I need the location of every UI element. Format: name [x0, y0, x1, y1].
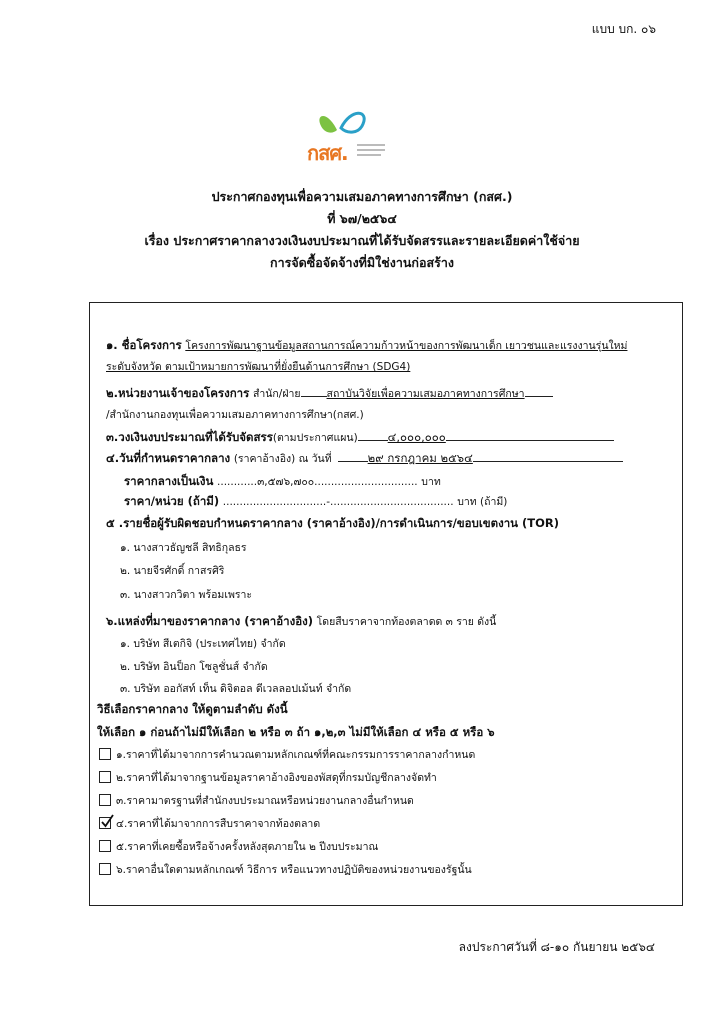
- option-checkbox[interactable]: [99, 863, 111, 875]
- option-label: ๑.ราคาที่ได้มาจากการคำนวณตามหลักเกณฑ์ที่คณะกรรมการราคากลางกำหนด: [116, 749, 476, 761]
- date-note: (ราคาอ้างอิง) ณ วันที่: [233, 453, 332, 465]
- price-baht: บาท: [421, 476, 441, 488]
- price-value: ............๓,๕๗๖,๗๐๐...............................: [217, 476, 418, 488]
- price-source-company: ๒. บริษัท อินป็อก โซลูชั่นส์ จำกัด: [120, 661, 268, 673]
- owner-row: [106, 385, 553, 403]
- budget-note: (ตามประกาศแผน): [272, 432, 358, 444]
- price-source-label: ๖.แหล่งที่มาของราคากลาง (ราคาอ้างอิง): [106, 614, 313, 628]
- unit-price-value: ...............................-.....................................: [222, 496, 454, 508]
- price-source-company: ๓. บริษัท ออกัสท์ เท็น ดิจิตอล ดีเวลลอปเม้นท์ จำกัด: [120, 683, 352, 695]
- option-checkbox[interactable]: [99, 817, 111, 829]
- price-source-note: โดยสืบราคาจากท้องตลาดด ๓ ราย ดังนี้: [316, 616, 497, 628]
- budget-amount: ๔,๐๐๐,๐๐๐: [387, 430, 446, 444]
- option-label: ๓.ราคามาตรฐานที่สำนักงบประมาณหรือหน่วยงานกลางอื่นกำหนด: [116, 795, 414, 807]
- method-rule: ให้เลือก ๑ ก่อนถ้าไม่มีให้เลือก ๒ หรือ ๓ ถ้า ๑,๒,๓ ไม่มีให้เลือก ๔ หรือ ๕ หรือ ๖: [97, 725, 495, 739]
- option-label: ๖.ราคาอื่นใดตามหลักเกณฑ์ วิธีการ หรือแนวทางปฏิบัติของหน่วยงานของรัฐนั้น: [116, 864, 472, 876]
- price-date: ๒๙ กรกฎาคม ๒๕๖๔: [367, 451, 473, 465]
- budget-label: ๓.วงเงินงบประมาณที่ได้รับจัดสรร: [106, 430, 273, 444]
- option-checkbox[interactable]: [99, 794, 111, 806]
- project-name-value: โครงการพัฒนาฐานข้อมูลสถานการณ์ความก้าวหน้าของการพัฒนาเด็ก เยาวชนและแรงงานรุ่นใหม่: [185, 340, 628, 352]
- eef-logo: [307, 104, 387, 164]
- announcement-header: [0, 186, 724, 274]
- method-option-2[interactable]: [99, 769, 437, 786]
- unit-price-row: [124, 493, 507, 511]
- owner-institute: สถาบันวิจัยเพื่อความเสมอภาคทางการศึกษา: [326, 388, 525, 400]
- method-option-3[interactable]: [99, 792, 414, 809]
- method-title: วิธีเลือกราคากลาง ให้ดูตามลำดับ ดังนี้: [97, 702, 288, 716]
- responsible-label: ๕ .รายชื่อผู้รับผิดชอบกำหนดราคากลาง (ราคาอ้างอิง)/การดำเนินการ/ขอบเขตงาน (TOR): [106, 516, 560, 530]
- option-label: ๕.ราคาที่เคยซื้อหรือจ้างครั้งหลังสุดภายใน ๒ ปีงบประมาณ: [116, 841, 379, 853]
- owner-label: ๒.หน่วยงานเจ้าของโครงการ: [106, 386, 250, 400]
- price-row: [124, 473, 441, 491]
- responsible-person: ๒. นายจีรศักดิ์ กาสรศิริ: [120, 565, 225, 577]
- method-option-5[interactable]: [99, 838, 378, 855]
- responsible-person: ๑. นางสาวธัญชลี สิทธิกุลธร: [120, 542, 247, 554]
- option-checkbox[interactable]: [99, 840, 111, 852]
- method-option-6[interactable]: [99, 861, 472, 878]
- unit-price-suffix: บาท (ถ้ามี): [457, 496, 508, 508]
- logo-text: กสศ.: [307, 141, 348, 165]
- option-checkbox[interactable]: [99, 748, 111, 760]
- project-name-label: ๑. ชื่อโครงการ: [106, 338, 182, 352]
- price-source-company: ๑. บริษัท สีเตกิจิ (ประเทศไทย) จำกัด: [120, 638, 286, 650]
- header-subject-2: การจัดซื้อจัดจ้างที่มิใช่งานก่อสร้าง: [270, 255, 454, 270]
- date-label: ๔.วันที่กำหนดราคากลาง: [106, 451, 231, 465]
- method-option-1[interactable]: [99, 746, 475, 763]
- method-option-4[interactable]: [99, 815, 320, 832]
- announcement-date: ลงประกาศวันที่ ๘-๑๐ กันยายน ๒๕๖๔: [458, 940, 655, 954]
- project-name-value-2: ระดับจังหวัด ตามเป้าหมายการพัฒนาที่ยั่งยืนด้านการศึกษา (SDG4): [106, 361, 411, 373]
- budget-row: [106, 429, 614, 447]
- option-checkbox[interactable]: [99, 771, 111, 783]
- responsible-person: ๓. นางสาวกวิตา พร้อมเพราะ: [120, 589, 253, 601]
- header-subject: เรื่อง ประกาศราคากลางวงเงินงบประมาณที่ได้รับจัดสรรและรายละเอียดค่าใช้จ่าย: [144, 233, 580, 248]
- form-box: [89, 302, 683, 906]
- owner-office: /สำนักงานกองทุนเพื่อความเสมอภาคทางการศึกษา(กสศ.): [106, 409, 364, 421]
- form-code: แบบ บก. ๐๖: [591, 22, 656, 36]
- header-number: ที่ ๖๗/๒๕๖๔: [327, 211, 397, 226]
- unit-price-label: ราคา/หน่วย (ถ้ามี): [124, 494, 220, 508]
- date-row: [106, 450, 623, 468]
- option-label: ๒.ราคาที่ได้มาจากฐานข้อมูลราคาอ้างอิงของพัสดุที่กรมบัญชีกลางจัดทำ: [116, 772, 437, 784]
- owner-division: สำนัก/ฝ่าย: [252, 388, 301, 400]
- checkmark-icon: [99, 813, 115, 829]
- project-name-row: [106, 337, 627, 355]
- price-label: ราคากลางเป็นเงิน: [124, 474, 214, 488]
- header-title: ประกาศกองทุนเพื่อความเสมอภาคทางการศึกษา (กสศ.): [211, 189, 513, 204]
- price-source-row: [106, 613, 496, 631]
- option-label: ๔.ราคาที่ได้มาจากการสืบราคาจากท้องตลาด: [116, 818, 321, 830]
